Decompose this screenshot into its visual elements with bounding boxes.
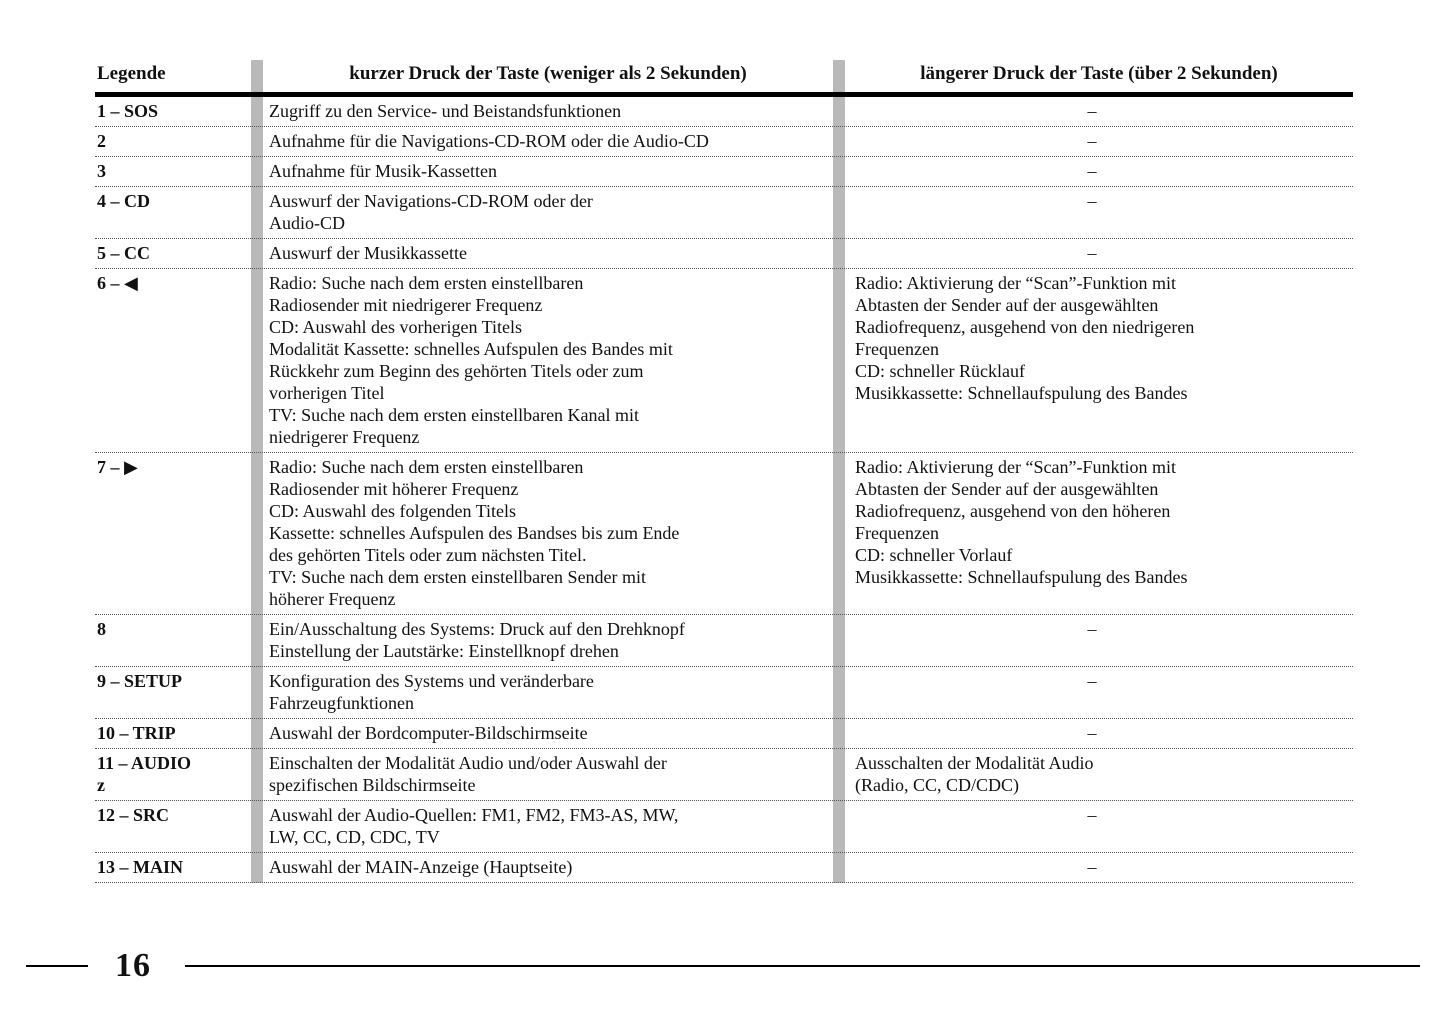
- legend-cell: [95, 615, 251, 666]
- cell-line: Abtasten der Sender auf der ausgewählten: [855, 479, 1159, 499]
- cell-line: 1 – SOS: [97, 101, 159, 121]
- cell-line: LW, CC, CD, CDC, TV: [269, 827, 440, 847]
- cell-line: Ein/Ausschaltung des Systems: Druck auf den Drehknopf: [269, 619, 685, 639]
- cell-line: CD: Auswahl des vorherigen Titels: [269, 317, 523, 337]
- table-row: [95, 749, 1353, 801]
- cell-line: Audio-CD: [269, 213, 345, 233]
- divider-gap: [251, 157, 263, 186]
- divider-gap: [833, 615, 845, 666]
- cell-line: Frequenzen: [855, 339, 939, 359]
- cell-line: Musikkassette: Schnellaufspulung des Bandes: [855, 567, 1188, 587]
- cell-line: vorherigen Titel: [269, 383, 385, 403]
- cell-line: 7 – ▶: [97, 457, 138, 477]
- footer-rule-left: [26, 965, 88, 967]
- divider-gap: [251, 239, 263, 268]
- cell-line: Auswahl der Audio-Quellen: FM1, FM2, FM3-AS, MW,: [269, 805, 679, 825]
- divider-gap: [833, 187, 845, 238]
- divider-gap: [251, 453, 263, 614]
- table-row: [95, 615, 1353, 667]
- divider-gap: [833, 719, 845, 748]
- cell-line: 11 – AUDIO: [97, 753, 192, 773]
- legend-cell: [95, 853, 251, 882]
- cell-line: –: [1087, 723, 1097, 743]
- key-functions-table: [95, 60, 1353, 883]
- short-press-cell: [263, 749, 833, 800]
- cell-line: Auswahl der MAIN-Anzeige (Hauptseite): [269, 857, 573, 877]
- divider-gap: [833, 453, 845, 614]
- cell-line: CD: schneller Rücklauf: [855, 361, 1025, 381]
- cell-line: 10 – TRIP: [97, 723, 176, 743]
- cell-line: Radio: Aktivierung der “Scan”-Funktion mit: [855, 273, 1176, 293]
- cell-line: Modalität Kassette: schnelles Aufspulen des Bandes mit: [269, 339, 673, 359]
- cell-line: –: [1087, 619, 1097, 639]
- short-press-cell: [263, 97, 833, 126]
- cell-line: CD: schneller Vorlauf: [855, 545, 1013, 565]
- cell-line: Musikkassette: Schnellaufspulung des Bandes: [855, 383, 1188, 403]
- cell-line: Radiofrequenz, ausgehend von den höheren: [855, 501, 1171, 521]
- long-press-cell: [845, 187, 1353, 238]
- cell-line: Kassette: schnelles Aufspulen des Bandses bis zum Ende: [269, 523, 680, 543]
- cell-line: 13 – MAIN: [97, 857, 183, 877]
- legend-cell: [95, 667, 251, 718]
- cell-line: –: [1087, 101, 1097, 121]
- cell-line: des gehörten Titels oder zum nächsten Titel.: [269, 545, 587, 565]
- short-press-cell: [263, 615, 833, 666]
- cell-line: Radio: Suche nach dem ersten einstellbaren: [269, 273, 584, 293]
- header-long-press: längerer Druck der Taste (über 2 Sekunden): [920, 63, 1278, 84]
- short-press-cell: [263, 853, 833, 882]
- legend-cell: [95, 187, 251, 238]
- short-press-cell: [263, 453, 833, 614]
- divider-gap: [251, 269, 263, 452]
- table-row: [95, 187, 1353, 239]
- cell-line: –: [1087, 671, 1097, 691]
- legend-cell: [95, 127, 251, 156]
- short-press-cell: [263, 801, 833, 852]
- divider-gap: [251, 187, 263, 238]
- cell-line: Radiosender mit höherer Frequenz: [269, 479, 519, 499]
- cell-line: z: [97, 775, 105, 795]
- table-row: [95, 719, 1353, 749]
- cell-line: Radio: Aktivierung der “Scan”-Funktion mit: [855, 457, 1176, 477]
- cell-line: 3: [97, 161, 106, 181]
- divider-gap: [251, 127, 263, 156]
- legend-cell: [95, 157, 251, 186]
- legend-cell: [95, 453, 251, 614]
- cell-line: Auswurf der Navigations-CD-ROM oder der: [269, 191, 593, 211]
- cell-line: spezifischen Bildschirmseite: [269, 775, 476, 795]
- cell-line: Rückkehr zum Beginn des gehörten Titels oder zum: [269, 361, 644, 381]
- table-row: [95, 667, 1353, 719]
- cell-line: Einschalten der Modalität Audio und/oder Auswahl der: [269, 753, 667, 773]
- table-header-row: [95, 60, 1353, 97]
- cell-line: Frequenzen: [855, 523, 939, 543]
- table-body: [95, 97, 1353, 883]
- cell-line: –: [1087, 243, 1097, 263]
- cell-line: Auswurf der Musikkassette: [269, 243, 467, 263]
- cell-line: Abtasten der Sender auf der ausgewählten: [855, 295, 1159, 315]
- short-press-cell: [263, 157, 833, 186]
- long-press-cell: [845, 853, 1353, 882]
- long-press-cell: [845, 719, 1353, 748]
- table-row: [95, 269, 1353, 453]
- cell-line: Auswahl der Bordcomputer-Bildschirmseite: [269, 723, 588, 743]
- divider-gap: [833, 239, 845, 268]
- long-press-cell: [845, 239, 1353, 268]
- short-press-cell: [263, 187, 833, 238]
- cell-line: Konfiguration des Systems und veränderbare: [269, 671, 594, 691]
- cell-line: 9 – SETUP: [97, 671, 183, 691]
- cell-line: niedrigerer Frequenz: [269, 427, 420, 447]
- legend-cell: [95, 269, 251, 452]
- cell-line: Einstellung der Lautstärke: Einstellknopf drehen: [269, 641, 619, 661]
- cell-line: Radiosender mit niedrigerer Frequenz: [269, 295, 543, 315]
- long-press-cell: [845, 127, 1353, 156]
- legend-cell: [95, 239, 251, 268]
- cell-line: TV: Suche nach dem ersten einstellbaren Kanal mit: [269, 405, 640, 425]
- header-legende: Legende: [97, 63, 166, 84]
- long-press-cell: [845, 801, 1353, 852]
- divider-gap: [251, 667, 263, 718]
- long-press-cell: [845, 615, 1353, 666]
- divider-gap: [833, 97, 845, 126]
- cell-line: Radiofrequenz, ausgehend von den niedrigeren: [855, 317, 1195, 337]
- divider-gap: [251, 749, 263, 800]
- divider-gap: [251, 801, 263, 852]
- table-row: [95, 853, 1353, 883]
- cell-line: CD: Auswahl des folgenden Titels: [269, 501, 517, 521]
- short-press-cell: [263, 239, 833, 268]
- cell-line: höherer Frequenz: [269, 589, 396, 609]
- cell-line: 5 – CC: [97, 243, 150, 263]
- long-press-cell: [845, 97, 1353, 126]
- table-row: [95, 157, 1353, 187]
- cell-line: –: [1087, 857, 1097, 877]
- page-number: 16: [115, 947, 151, 984]
- divider-gap: [833, 127, 845, 156]
- divider-gap: [833, 749, 845, 800]
- cell-line: 8: [97, 619, 106, 639]
- divider-gap: [833, 801, 845, 852]
- cell-line: Ausschalten der Modalität Audio: [855, 753, 1094, 773]
- legend-cell: [95, 719, 251, 748]
- short-press-cell: [263, 269, 833, 452]
- table-row: [95, 97, 1353, 127]
- long-press-cell: [845, 749, 1353, 800]
- short-press-cell: [263, 667, 833, 718]
- divider-gap: [251, 719, 263, 748]
- cell-line: –: [1087, 191, 1097, 211]
- short-press-cell: [263, 719, 833, 748]
- cell-line: 2: [97, 131, 106, 151]
- divider-gap: [251, 615, 263, 666]
- cell-line: 4 – CD: [97, 191, 150, 211]
- legend-cell: [95, 97, 251, 126]
- cell-line: (Radio, CC, CD/CDC): [855, 775, 1020, 795]
- long-press-cell: [845, 269, 1353, 452]
- table-row: [95, 453, 1353, 615]
- divider-gap: [251, 97, 263, 126]
- long-press-cell: [845, 453, 1353, 614]
- table-row: [95, 801, 1353, 853]
- header-short-press: kurzer Druck der Taste (weniger als 2 Sekunden): [349, 63, 747, 84]
- cell-line: TV: Suche nach dem ersten einstellbaren Sender mit: [269, 567, 647, 587]
- table-row: [95, 239, 1353, 269]
- divider-gap: [833, 667, 845, 718]
- divider-gap: [833, 853, 845, 882]
- divider-gap: [833, 269, 845, 452]
- divider-gap: [251, 853, 263, 882]
- cell-line: Zugriff zu den Service- und Beistandsfunktionen: [269, 101, 622, 121]
- divider-gap: [833, 157, 845, 186]
- long-press-cell: [845, 667, 1353, 718]
- footer-rule-right: [185, 965, 1420, 967]
- cell-line: –: [1087, 161, 1097, 181]
- cell-line: Fahrzeugfunktionen: [269, 693, 414, 713]
- cell-line: Radio: Suche nach dem ersten einstellbaren: [269, 457, 584, 477]
- legend-cell: [95, 749, 251, 800]
- legend-cell: [95, 801, 251, 852]
- cell-line: –: [1087, 131, 1097, 151]
- cell-line: –: [1087, 805, 1097, 825]
- cell-line: 6 – ◀: [97, 273, 138, 293]
- short-press-cell: [263, 127, 833, 156]
- cell-line: Aufnahme für Musik-Kassetten: [269, 161, 497, 181]
- cell-line: Aufnahme für die Navigations-CD-ROM oder die Audio-CD: [269, 131, 709, 151]
- page-footer: [0, 942, 1445, 990]
- table-row: [95, 127, 1353, 157]
- long-press-cell: [845, 157, 1353, 186]
- cell-line: 12 – SRC: [97, 805, 170, 825]
